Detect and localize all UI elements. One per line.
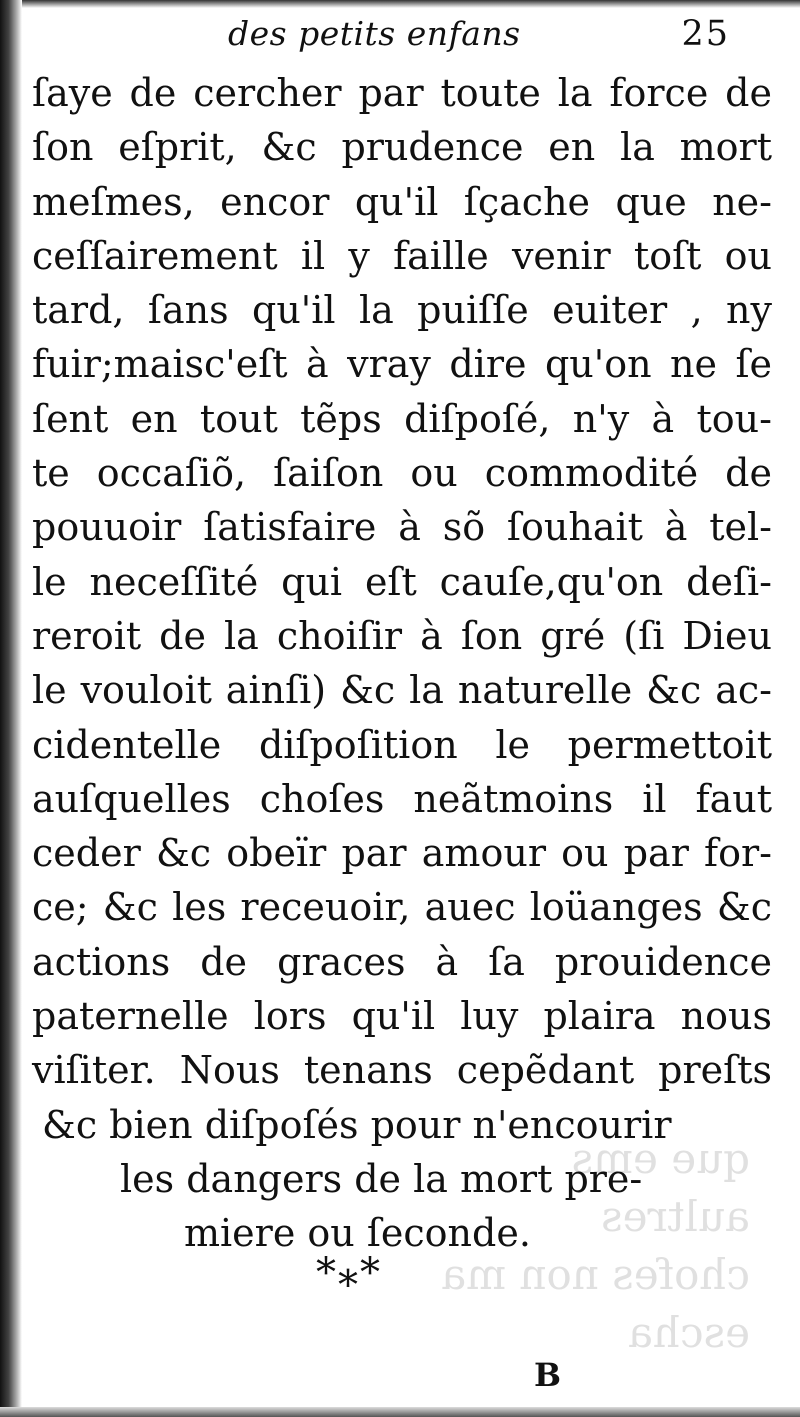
text-line: ceſſairement il y faille venir toſt ou [32, 233, 772, 278]
text-line: reroit de la choiſir à ſon gré (ſi Dieu [32, 613, 772, 658]
text-line: le vouloit ainſi) &c la naturelle &c ac- [32, 668, 772, 713]
text-line: ceder &c obeïr par amour ou par for- [32, 831, 772, 876]
text-line: fuir;maisc'eſt à vray dire qu'on ne ſe [32, 342, 772, 387]
text-line: miere ou ſeconde. [184, 1211, 531, 1256]
text-line: actions de graces à ſa prouidence [32, 939, 772, 984]
asterism-ornament: *⁎* [316, 1250, 382, 1296]
text-line: auſquelles choſes neãtmoins il faut [32, 776, 772, 821]
text-line: ſaye de cercher par toute la force de [32, 71, 772, 115]
text-line: ce; &c les receuoir, auec loüanges &c [32, 885, 772, 930]
text-line: &c bien diſpoſés pour n'encourir [42, 1102, 672, 1147]
text-line: les dangers de la mort pre- [120, 1156, 643, 1201]
text-line: tard, ſans qu'il la puiſſe euiter , ny [32, 288, 772, 333]
text-line: ſent en tout tẽps diſpoſé, n'y à tou- [32, 396, 772, 441]
page-number: 25 [681, 14, 730, 54]
text-line: viſiter. Nous tenans cepẽdant preſts [32, 1048, 772, 1093]
text-line: meſmes, encor qu'il ſçache que ne- [32, 179, 772, 224]
page-top-shadow [0, 0, 800, 8]
text-line: cidentelle diſpoſition le permettoit [32, 722, 772, 767]
body-text [32, 66, 772, 1261]
text-line: paternelle lors qu'il luy plaira nous [32, 994, 772, 1039]
signature-mark: B [534, 1356, 562, 1394]
text-line: le neceſſité qui eſt cauſe,qu'on deſi- [32, 559, 772, 604]
text-line: te occaſiõ, ſaiſon ou commodité de [32, 451, 772, 496]
running-head: des petits enfans [228, 14, 521, 53]
show-through-text: que ems aultres chofes non ma escha [441, 1134, 750, 1357]
page-gutter-shadow [0, 0, 22, 1417]
text-line: pouuoir ſatisfaire à sõ ſouhait à tel- [32, 505, 772, 550]
text-line: ſon eſprit, &c prudence en la mort [32, 125, 772, 170]
